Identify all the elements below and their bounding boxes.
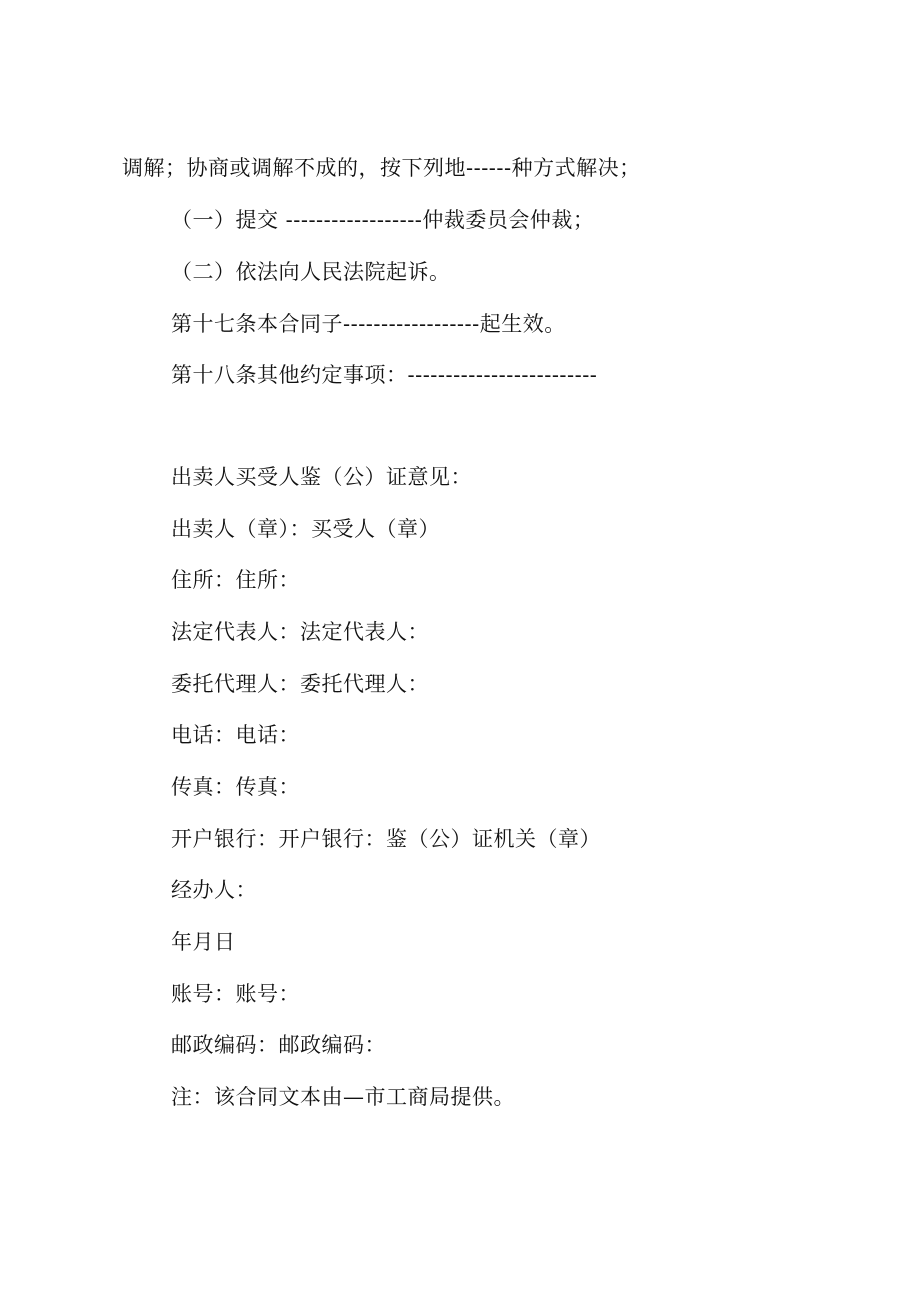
address-line: 住所：住所： bbox=[171, 568, 300, 592]
seal-line: 出卖人（章）：买受人（章） bbox=[171, 517, 440, 541]
authorized-agent-line: 委托代理人：委托代理人： bbox=[171, 672, 429, 696]
option-court: （二）依法向人民法院起诉。 bbox=[171, 260, 451, 284]
phone-line: 电话：电话： bbox=[171, 723, 300, 747]
postal-code-line: 邮政编码：邮政编码： bbox=[171, 1033, 386, 1057]
article-17: 第十七条本合同子------------------起生效。 bbox=[171, 312, 566, 336]
signature-header: 出卖人买受人鉴（公）证意见： bbox=[171, 465, 472, 489]
option-arbitration: （一）提交 ------------------仲裁委员会仲裁； bbox=[171, 208, 595, 232]
dispute-resolution-intro: 调解；协商或调解不成的，按下列地------种方式解决； bbox=[122, 156, 641, 180]
bank-line: 开户银行：开户银行：鉴（公）证机关（章） bbox=[171, 827, 601, 851]
note-line: 注：该合同文本由—市工商局提供。 bbox=[171, 1085, 515, 1109]
fax-line: 传真：传真： bbox=[171, 775, 300, 799]
legal-representative-line: 法定代表人：法定代表人： bbox=[171, 620, 429, 644]
article-18: 第十八条其他约定事项：------------------------- bbox=[171, 363, 598, 387]
account-line: 账号：账号： bbox=[171, 982, 300, 1006]
date-line: 年月日 bbox=[171, 930, 236, 954]
handler-line: 经办人： bbox=[171, 878, 257, 902]
